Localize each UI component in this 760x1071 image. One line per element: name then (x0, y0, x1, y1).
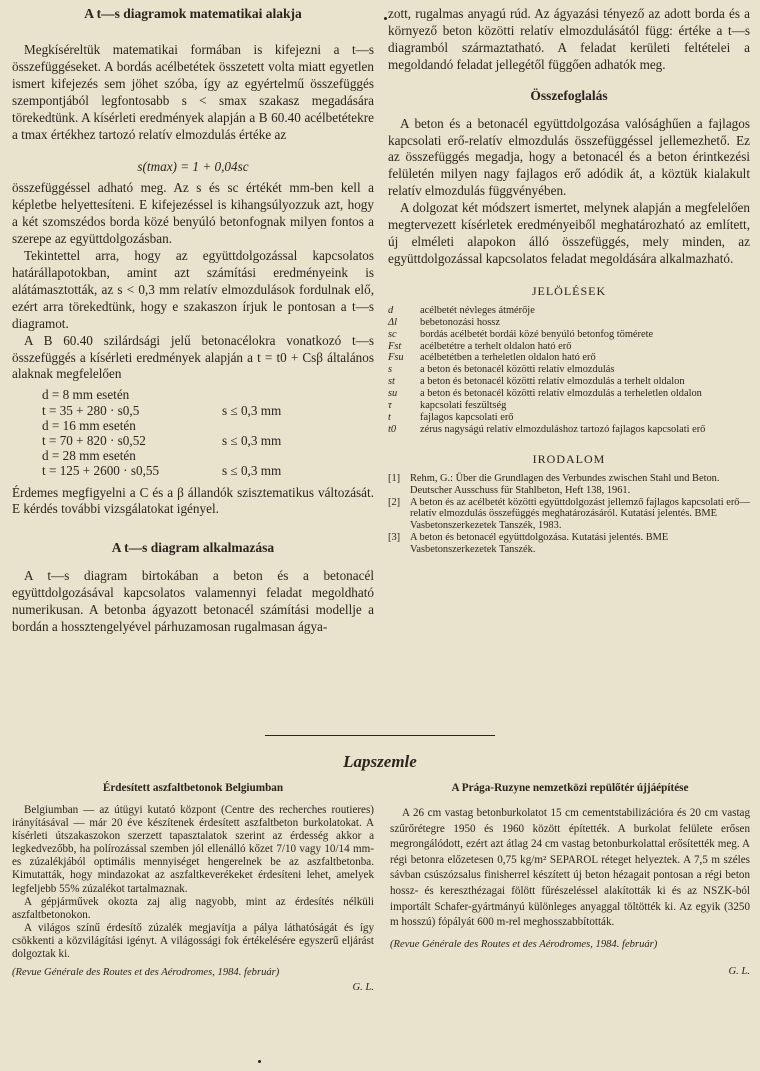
notation-symbol: sc (388, 328, 397, 340)
paragraph: A B 60.40 szilárdsági jelű betonacélokra vonatkozó t—s összefüggés a kísérleti eredmények alapján a t = t0 + Csβ általános alaknak megfelelően (12, 332, 374, 382)
paragraph: zott, rugalmas anyagú rúd. Az ágyazási tényező az adott borda és a környező beton közötti relatív elmozdulásától függ: értéke a t—s diagramból származtatható. A feladat kerületi feltételei a megoldandó feladat jellegétől függően adhatók meg. (388, 6, 750, 72)
equation: t = 70 + 820 · s0,52 (42, 432, 146, 448)
section-title-math-form: A t—s diagramok matematikai alakja (84, 6, 302, 21)
review-right-column (390, 782, 750, 977)
lapszemle-heading: Lapszemle (343, 752, 417, 771)
notation-symbol: τ (388, 400, 392, 412)
review-title: A Prága-Ruzyne nemzetközi repülőtér újjáépítése (451, 782, 689, 794)
paragraph: A t—s diagram birtokában a beton és a betonacél együttdolgozásával kapcsolatos valamennyi feladat megoldható numerikusan. A betonba ágyazott betonacél számítási modellje a bordán a hossztengelyével párhuzamosan rugalmasan ágya- (12, 568, 374, 635)
reference-number: [1] (388, 472, 401, 484)
notation-symbol: d (388, 304, 394, 316)
notation-symbol: Fsu (388, 352, 404, 364)
paragraph: összefüggéssel adható meg. Az s és sc értékét mm-ben kell a képletbe helyettesíteni. E kifejezéssel is kihangsúlyozzuk azt, hogy a két szomszédos borda közé benyúló betonfognak milyen fontos a szerepe az együttdolgozásban. (12, 180, 374, 247)
notation-desc: acélbetét névleges átmérője (420, 304, 535, 316)
print-speck (384, 17, 387, 20)
review-source: (Revue Générale des Routes et des Aérodromes, 1984. február) (390, 938, 658, 950)
section-title-application: A t—s diagram alkalmazása (111, 540, 275, 556)
condition: s ≤ 0,3 mm (222, 432, 282, 448)
paragraph: Tekintettel arra, hogy az együttdolgozással kapcsolatos határállapotokban, amint azt számítási eredményeink is alátámasztották, az s < 0,3 mm relatív elmozdulások fordulnak elő, ezért arra törekedtünk, hogy e szakaszon írjuk le pontosan a t—s diagramot. (12, 248, 374, 331)
reference-number: [3] (388, 532, 401, 544)
reference-item (388, 473, 750, 497)
paragraph: A beton és a betonacél együttdolgozása valósághűen a fajlagos kapcsolati erő-relatív elmozdulás összefüggéssel jellemezhető. Ez az összefüggés megadja, hogy a betonacél és a beton érintkezési felületén milyen nagy fajlagos erő adódik át, a köztük kialakult relatív elmozdulás függvényében. (388, 115, 750, 199)
notation-desc: fajlagos kapcsolati erő (420, 411, 514, 423)
reference-list (388, 473, 750, 556)
notation-symbol: su (388, 388, 398, 400)
section-divider (265, 735, 495, 736)
condition: s ≤ 0,3 mm (222, 463, 282, 479)
notation-symbol: s (388, 364, 393, 376)
diameter-label: d = 8 mm esetén (42, 387, 130, 403)
section-title-summary: Összefoglalás (530, 87, 608, 103)
notation-desc: zérus nagyságú relatív elmozduláshoz tartozó fajlagos kapcsolati erő (420, 423, 706, 435)
notation-symbol: t (388, 411, 391, 423)
notation-title: JELÖLÉSEK (531, 283, 607, 298)
equation-block (12, 387, 374, 478)
print-speck (258, 1060, 261, 1063)
notation-symbol: st (388, 376, 395, 388)
notation-desc: acélbetétre a terhelt oldalon ható erő (420, 340, 572, 352)
review-title: Érdesített aszfaltbetonok Belgiumban (102, 782, 284, 794)
notation-desc: acélbetétben a terheletlen oldalon ható erő (420, 352, 596, 364)
notation-symbol: t0 (388, 423, 397, 435)
review-paragraph: A világos színű érdesítő zúzalék megjavítja a pálya láthatóságát és így csökkenti a közvilágítási igényt. A világossági fok értékelésére egyszerű eljárást dolgoztak ki. (12, 921, 374, 961)
reference-item (388, 532, 750, 556)
notation-desc: bordás acélbetét bordái közé benyúló betonfog tömérete (420, 328, 654, 340)
review-signature: G. L. (728, 965, 750, 977)
right-column (388, 6, 750, 556)
reference-item (388, 497, 750, 533)
diameter-label: d = 16 mm esetén (42, 417, 136, 433)
notation-list (388, 305, 750, 436)
diameter-label: d = 28 mm esetén (42, 448, 136, 464)
review-left-column (12, 782, 374, 993)
notation-desc: kapcsolati feszültség (420, 400, 507, 412)
reference-number: [2] (388, 496, 401, 508)
paragraph: Érdemes megfigyelni a C és a β állandók szisztematikus változását. E kérdés további vizsgálatokat igényel. (12, 484, 374, 517)
notation-symbol: Δl (388, 316, 397, 328)
review-source: (Revue Générale des Routes et des Aérodromes, 1984. február) (12, 967, 280, 979)
notation-desc: a beton és betonacél közötti relatív elmozdulás a terhelt oldalon (420, 376, 685, 388)
reference-text: Rehm, G.: Über die Grundlagen des Verbundes zwischen Stahl und Beton. Deutscher Ausschuss für Stahlbeton, Heft 138, 1961. (410, 472, 720, 496)
equation: t = 125 + 2600 · s0,55 (42, 463, 160, 479)
notation-desc: bebetonozási hossz (420, 316, 500, 328)
review-signature: G. L. (352, 981, 374, 993)
notation-desc: a beton és betonacél közötti relatív elmozdulás (420, 364, 615, 376)
notation-symbol: Fst (388, 340, 402, 352)
condition: s ≤ 0,3 mm (222, 402, 282, 418)
review-paragraph: Belgiumban — az útügyi kutató központ (Centre des recherches routieres) irányításával — már 20 éve készítenek érdesített aszfaltbeton burkolatokat. A kísérleti útszakaszokon szerzett tapasztalatok szerint az érdesség akkor a legkedvezőbb, ha polírozással szemben jól ellenálló kőzet 7/10 vagy 10/14 mm-es zúzalékjából optimális mennyiséget hengerelnek be az aszfaltbetonba. Kimutatták, hogy mindazokat az aszfaltkeverékeket érdesíteni lehet, amelyek legfeljebb 55% zúzalékot tartalmaznak. (12, 804, 374, 895)
review-paragraph: A gépjárművek okozta zaj alig nagyobb, mint az érdesítés nélküli aszfaltbetonokon. (12, 895, 374, 921)
paragraph: Megkíséreltük matematikai formában is kifejezni a t—s összefüggéseket. A bordás acélbetétek összetett volta miatt egyetlen ismert kifejezés sem jöhet szóba, így az egyértelmű összefüggés szempontjából legfontosabb s < smax szakasz megadására törekedtünk. A kísérleti eredmények alapján a B 60.40 acélbetétekre a tmax értékhez tartozó relatív elmozdulás értéke az (12, 42, 374, 142)
review-paragraph: A 26 cm vastag betonburkolatot 15 cm cementstabilizációra és 20 cm vastag szűrőrétegre 1950 és 1960 között építették. A burkolat felülete erősen megrongálódott, ezért azt átlag 24 cm vastag betonburkolattal erősítették meg. A régi betonra előzetesen 0,75 kg/m² SEPAROL réteget helyeztek. A 7,5 m széles sávban csúszózsalus finisherrel készített új beton hézagait pontosan a régi beton hossz- és kereszthézagai fölött fűrészeléssel alakították ki és az NSZK-ból importált Schafer-gyártmányú különleges anyaggal töltötték ki. Az egyik (3250 m hosszú) fópályát 600 m-rel meghosszabbították. (390, 807, 750, 929)
reference-text: A beton és betonacél együttdolgozása. Kutatási jelentés. BME Vasbetonszerkezetek Tanszék. (410, 532, 669, 556)
equation: t = 35 + 280 · s0,5 (42, 402, 140, 418)
reference-text: A beton és az acélbetét közötti együttdolgozást jellemző fajlagos kapcsolati erő—relatív elmozdulás összefüggés meghatározásáról. Kutatási jelentés. BME Vasbetonszerkezetek Tanszék, 1983. (410, 496, 750, 532)
references-title: IRODALOM (532, 451, 606, 466)
paragraph: A dolgozat két módszert ismertet, melynek alapján a megfelelően megtervezett kísérletek eredményeiből meghatározható az említett, új elméleti alapokon álló összefüggés, mely minden, az együttdolgozással kapcsolatos feladat megoldására alkalmazható. (388, 200, 750, 266)
notation-desc: a beton és betonacél közötti relatív elmozdulás a terheletlen oldalon (420, 388, 702, 400)
formula: s(tmax) = 1 + 0,04sc (137, 159, 249, 175)
left-column (12, 6, 374, 636)
